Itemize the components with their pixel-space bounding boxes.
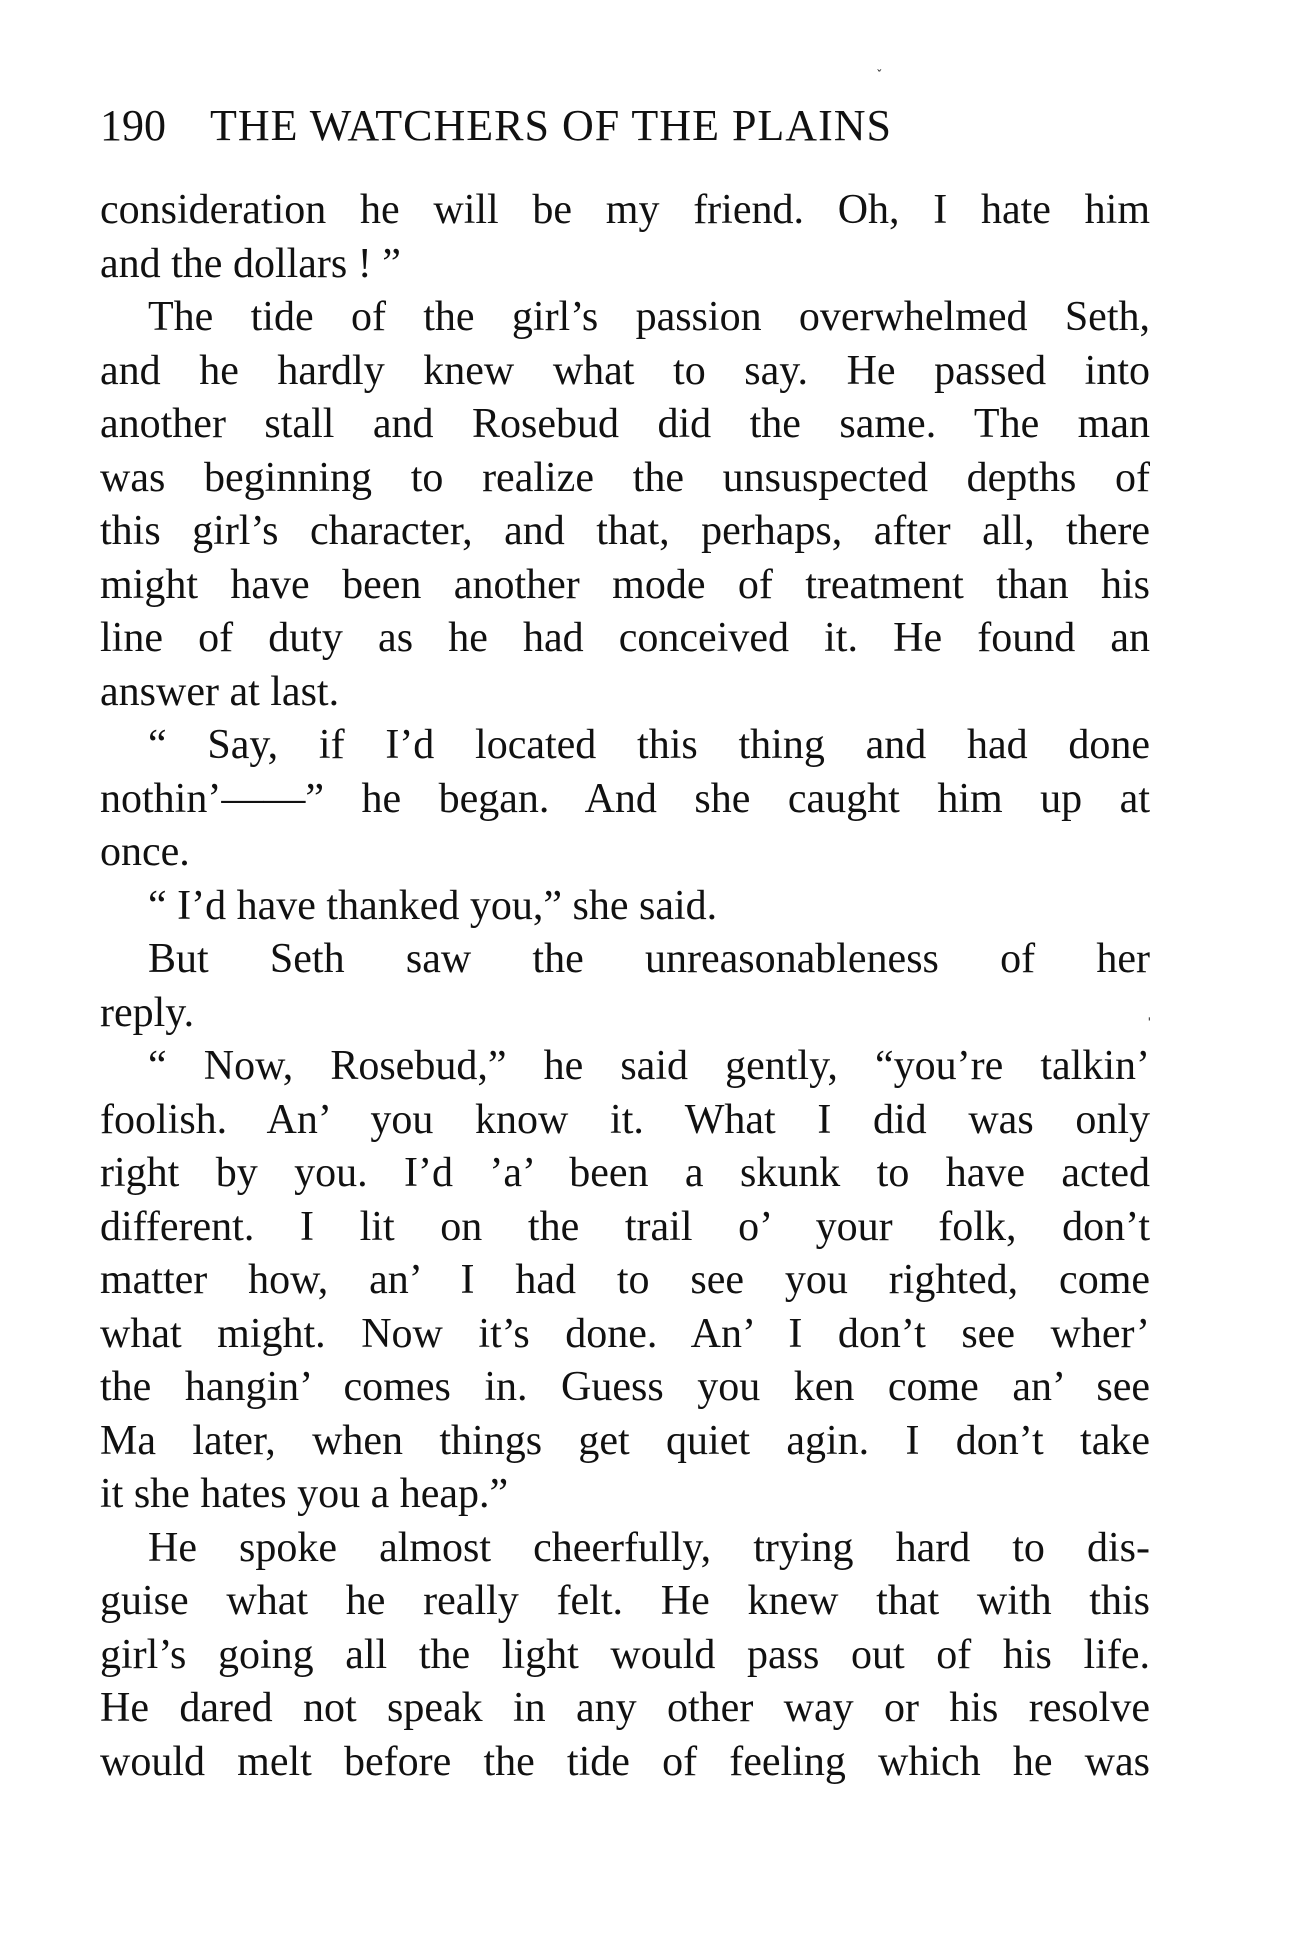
text-line: once. — [100, 829, 190, 875]
text-line: answer at last. — [100, 668, 340, 715]
text-line: consideration he will be my friend. Oh, I hate him — [100, 187, 1150, 233]
page-body-text — [100, 184, 1150, 1789]
text-line: reply. — [100, 989, 195, 1036]
text-line: He spoke almost cheerfully, trying hard to dis- — [148, 1524, 1150, 1571]
text-line: girl’s going all the light would pass out of his life. — [100, 1631, 1150, 1678]
text-line: foolish. An’ you know it. What I did was only — [100, 1096, 1150, 1143]
text-line: right by you. I’d ’a’ been a skunk to have acted — [100, 1150, 1150, 1196]
text-line: nothin’——” he began. And she caught him up at — [100, 775, 1150, 822]
text-line: another stall and Rosebud did the same. The man — [100, 401, 1150, 447]
text-line: matter how, an’ I had to see you righted, come — [100, 1257, 1150, 1303]
text-line: But Seth saw the unreasonableness of her — [148, 936, 1150, 982]
text-line: “ Say, if I’d located this thing and had done — [148, 722, 1150, 768]
text-line: guise what he really felt. He knew that with this — [100, 1578, 1150, 1624]
text-line: the hangin’ comes in. Guess you ken come an’ see — [100, 1364, 1150, 1410]
text-line: this girl’s character, and that, perhaps, after all, there — [100, 508, 1150, 554]
text-line: and he hardly knew what to say. He passed into — [100, 347, 1150, 394]
text-line: Ma later, when things get quiet agin. I don’t take — [100, 1417, 1150, 1464]
text-line: line of duty as he had conceived it. He found an — [100, 615, 1150, 661]
text-line: it she hates you a heap.” — [100, 1471, 509, 1517]
text-line: and the dollars ! ” — [100, 240, 401, 287]
text-line: “ I’d have thanked you,” she said. — [148, 882, 718, 929]
text-line: would melt before the tide of feeling which he was — [100, 1738, 1150, 1785]
print-mark-margin: ˌ — [1146, 999, 1153, 1021]
text-line: was beginning to realize the unsuspected depths of — [100, 454, 1150, 501]
text-line: different. I lit on the trail o’ your folk, don’t — [100, 1203, 1150, 1250]
text-line: The tide of the girl’s passion overwhelmed Seth, — [148, 294, 1150, 340]
running-header — [100, 96, 1160, 156]
running-title: THE WATCHERS OF THE PLAINS — [210, 101, 892, 150]
text-line: He dared not speak in any other way or his resolve — [100, 1685, 1150, 1731]
text-line: “ Now, Rosebud,” he said gently, “you’re talkin’ — [148, 1043, 1150, 1089]
text-line: might have been another mode of treatment than his — [100, 561, 1150, 608]
print-mark-top: ˯ — [876, 51, 883, 73]
text-line: what might. Now it’s done. An’ I don’t see wher’ — [100, 1310, 1150, 1357]
page-number: 190 — [100, 101, 166, 150]
